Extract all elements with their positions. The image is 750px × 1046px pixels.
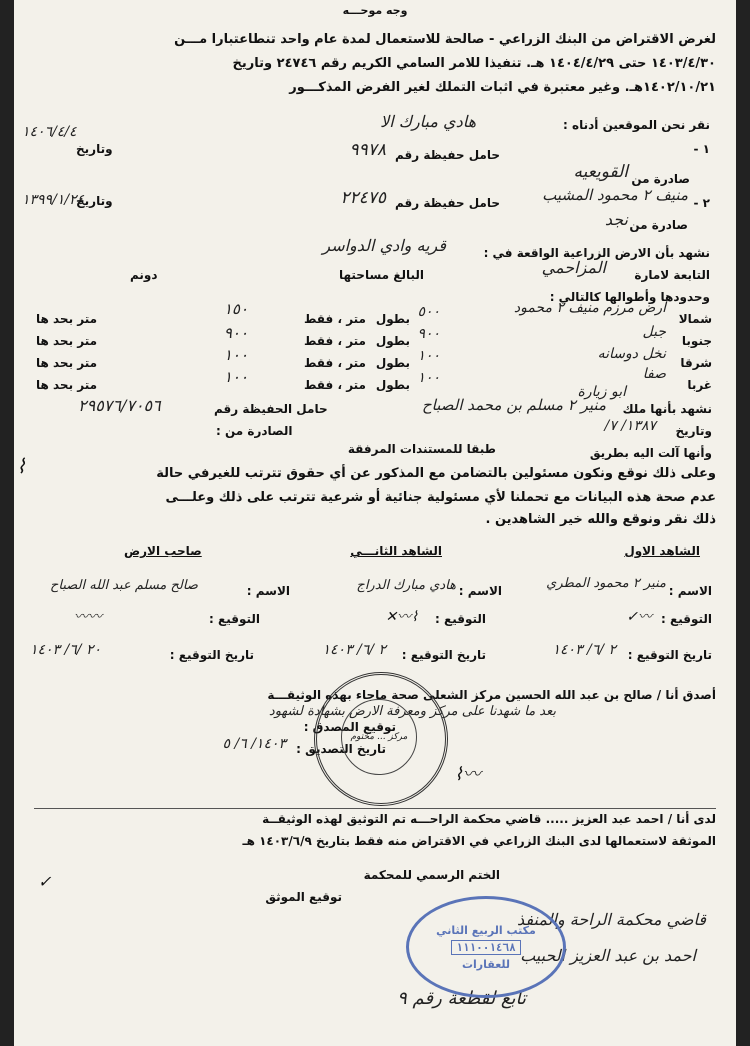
first-witness-label: الشاهد الاول [624, 544, 700, 558]
boundary-unit: متر ، فقط [303, 334, 366, 348]
person1-id-handwriting: ٩٩٧٨ [349, 140, 386, 160]
document-page [14, 0, 736, 1046]
owner-id-handwriting: ٢٩٥٧٦/٧٠٥٦ [78, 396, 161, 415]
second-date-handwriting: ٢ /٦/ ١٤٠٣ [322, 642, 386, 658]
intro-label: نقر نحن الموقعين أدناه : [563, 118, 710, 132]
land-owner-label: صاحب الارض [124, 544, 202, 558]
boundary-neighbor-handwriting: صفا [642, 366, 666, 382]
certify-handwriting: بعد ما شهدنا على مركز ومعرفة الارض بشهادة لشهود [268, 704, 556, 719]
boundary-unit: متر ، فقط [303, 356, 366, 370]
land-area-unit: دونم [130, 268, 158, 282]
owner-reason-2: طبقا للمستندات المرفقة [347, 442, 496, 456]
first-signature: 〰︎✓ [626, 609, 652, 625]
person2-date-handwriting: ١٣٩٩/١/٢٤ [22, 192, 85, 208]
boundary-neighbor-handwriting: ارض مرزم منيف ٢ محمود [513, 300, 666, 316]
boundary-side: غربا [687, 378, 712, 392]
land-emirate-handwriting: المزاحمي [541, 258, 606, 277]
owner-misc-handwriting: ابو زيارة [577, 384, 626, 400]
header-top: وجه موحـــه [342, 4, 408, 17]
land-location-handwriting: قريه وادي الدواسر [322, 236, 446, 255]
first-sign-label: التوقيع : [661, 612, 712, 626]
second-witness-label: الشاهد الثانـــي [350, 544, 442, 558]
boundary-length-label: بطول [375, 312, 410, 326]
boundary-side: شرقا [680, 356, 712, 370]
owner-issued-label: الصادرة من : [216, 424, 293, 438]
side-mark: ⌇ [16, 454, 26, 478]
boundary-neighbor-handwriting: جبل [642, 324, 666, 340]
corner-mark: ✓ [38, 872, 52, 891]
person2-name-handwriting: منيف ٢ محمود المشيب [542, 186, 688, 204]
judge-line-1: لدى أنا / احمد عبد العزيز ..... قاضي محكمة الراحـــه تم التوثيق لهذه الوثيقــة [262, 812, 716, 826]
certify-sign-label: توقيع المصدق : [303, 720, 396, 734]
owner-reason: وأنها آلت اليه بطريق [589, 446, 712, 460]
authenticator-handwriting-2: احمد بن عبد العزيز الحبيب [520, 946, 696, 965]
header-line-3: ١٤٠٢/١٠/٢١هـ. وغير معتبرة في اثبات التملك لغير الفرض المذكـــور [289, 80, 716, 95]
boundary-length-label: بطول [375, 356, 410, 370]
first-name-handwriting: منير ٢ محمود المطري [546, 576, 666, 591]
person2-id-label: حامل حفيظة رقم [395, 196, 500, 210]
boundary-end: متر بحد ها [36, 356, 98, 370]
second-signature: ⌇〰︎✕ [385, 609, 418, 625]
authenticator-handwriting-1: قاضي محكمة الراحة والمنفذ [517, 910, 706, 929]
owner-id-label: حامل الحفيظة رقم [214, 402, 328, 416]
boundary-side: جنوبا [681, 334, 712, 348]
person1-number: ١ - [693, 142, 710, 156]
boundary-sub-handwriting: ١٥٠ [223, 300, 248, 318]
certify-date-handwriting: ١٤٠٣/ ٦/ ٥ [222, 736, 286, 752]
first-date-label: تاريخ التوقيع : [627, 648, 712, 662]
office-stamp [406, 896, 566, 998]
person1-issued-handwriting: القويعيه [573, 162, 628, 182]
owner-date-sign-handwriting: ٢٠ /٦/ ١٤٠٣ [30, 642, 101, 658]
owner-signature: 〰︎〰︎ [74, 609, 102, 625]
second-date-label: تاريخ التوقيع : [401, 648, 486, 662]
boundary-unit: متر ، فقط [303, 378, 366, 392]
pledge-line-1: وعلى ذلك نوقع ونكون مسئولين بالتضامن مع المذكور عن أي حقوق تترتب للغيرفي حالة [156, 466, 716, 481]
land-emirate-label: التابعة لامارة [634, 268, 710, 282]
second-name-label: الاسم : [458, 584, 502, 598]
certify-signature: 〰︎⌇ [454, 764, 481, 785]
office-stamp-number: ١١١٠٠١٤٦٨ [451, 940, 521, 955]
owner-name-handwriting: منير ٢ مسلم بن محمد الصباح [421, 396, 606, 414]
boundary-end: متر بحد ها [36, 312, 98, 326]
seal-inner [341, 699, 417, 775]
boundary-length-handwriting: ٩٠٠ [417, 326, 440, 342]
certify-date-label: تاريخ التصديق : [296, 742, 386, 756]
boundary-sub-handwriting: ١٠٠ [223, 368, 248, 386]
office-stamp-bottom: للعقارات [461, 957, 511, 971]
person2-id-handwriting: ٢٢٤٧٥ [340, 188, 386, 208]
owner-name-label: الاسم : [246, 584, 290, 598]
second-name-handwriting: هادي مبارك الدراج [356, 578, 456, 593]
boundary-end: متر بحد ها [36, 334, 98, 348]
owner-date-label-sign: تاريخ التوقيع : [169, 648, 254, 662]
person2-date-label: وتاريخ [76, 194, 113, 208]
round-seal [314, 672, 448, 806]
intro-handwriting: هادي مبارك الا [380, 112, 476, 131]
header-line-1: لغرض الاقتراض من البنك الزراعي - صالحة للاستعمال لمدة عام واحد تنطاعتبارا مـــن [174, 32, 716, 47]
first-name-label: الاسم : [668, 584, 712, 598]
land-area-label: البالغ مساحتها [338, 268, 424, 282]
footer-handwriting: تابع لقطعة رقم ٩ [397, 988, 526, 1009]
land-bounds-label: وحدودها وأطوالها كالتالي : [549, 290, 710, 304]
owner-date-handwriting: ١٣٨٧/ ٧/ [604, 418, 656, 434]
court-stamp-label: الختم الرسمي للمحكمة [363, 868, 500, 882]
boundary-sub-handwriting: ١٠٠ [223, 346, 248, 364]
office-stamp-top: مكتب الربيع الثاني [436, 923, 536, 937]
boundary-length-handwriting: ١٠٠ [417, 348, 440, 364]
person1-date-label: وتاريخ [76, 142, 113, 156]
boundary-length-label: بطول [375, 378, 410, 392]
land-witness-label: نشهد بأن الارض الزراعية الواقعة في : [483, 246, 710, 260]
owner-date-label: وتاريخ [675, 424, 712, 438]
boundary-sub-handwriting: ٩٠٠ [223, 324, 248, 342]
header-line-2: ١٤٠٣/٤/٣٠ حتى ١٤٠٤/٤/٢٩ هـ. تنفيذا للامر السامي الكريم رقم ٢٤٧٤٦ وتاريخ [232, 56, 716, 71]
boundary-end: متر بحد ها [36, 378, 98, 392]
pledge-line-2: عدم صحة هذه البيانات مع تحملنا لأي مسئولية جنائية أو شرعية تترتب على ذلك وعلـــى [165, 490, 716, 505]
certify-line-1: أصدق أنا / صالح بن عبد الله الحسين مركز الشعلى صحة ماجاء بهذه الوثيقـــة [267, 688, 716, 702]
boundary-neighbor-handwriting: نخل دوسانه [597, 346, 666, 362]
authenticator-label: توقيع الموثق [265, 890, 342, 904]
boundary-length-label: بطول [375, 334, 410, 348]
person2-issued-handwriting: نجد [604, 210, 628, 229]
second-sign-label: التوقيع : [435, 612, 486, 626]
owner-sign-label: التوقيع : [209, 612, 260, 626]
person1-issued-label: صادرة من [631, 172, 690, 186]
person1-id-label: حامل حفيظة رقم [395, 148, 500, 162]
divider [34, 808, 716, 809]
seal-text: مركز ... مختوم [350, 732, 408, 742]
pledge-line-3: ذلك نقر ونوقع والله خير الشاهدين . [485, 512, 716, 527]
first-date-handwriting: ٢ /٦/ ١٤٠٣ [552, 642, 616, 658]
person1-date-handwriting: ١٤٠٦/٤/٤ [22, 124, 77, 140]
owner-label: نشهد بأنها ملك [622, 402, 712, 416]
judge-line-2: الموثقة لاستعمالها لدى البنك الزراعي في الاقتراض منه فقط بتاريخ ١٤٠٣/٦/٩ هـ [242, 834, 716, 848]
boundary-unit: متر ، فقط [303, 312, 366, 326]
person2-number: ٢ - [693, 196, 710, 210]
person2-issued-label: صادرة من [629, 218, 688, 232]
boundary-length-handwriting: ١٠٠ [417, 370, 440, 386]
owner-name-sign-handwriting: صالح مسلم عبد الله الصباح [50, 578, 198, 593]
boundary-length-handwriting: ٥٠٠ [417, 304, 440, 320]
boundary-side: شمالا [678, 312, 712, 326]
